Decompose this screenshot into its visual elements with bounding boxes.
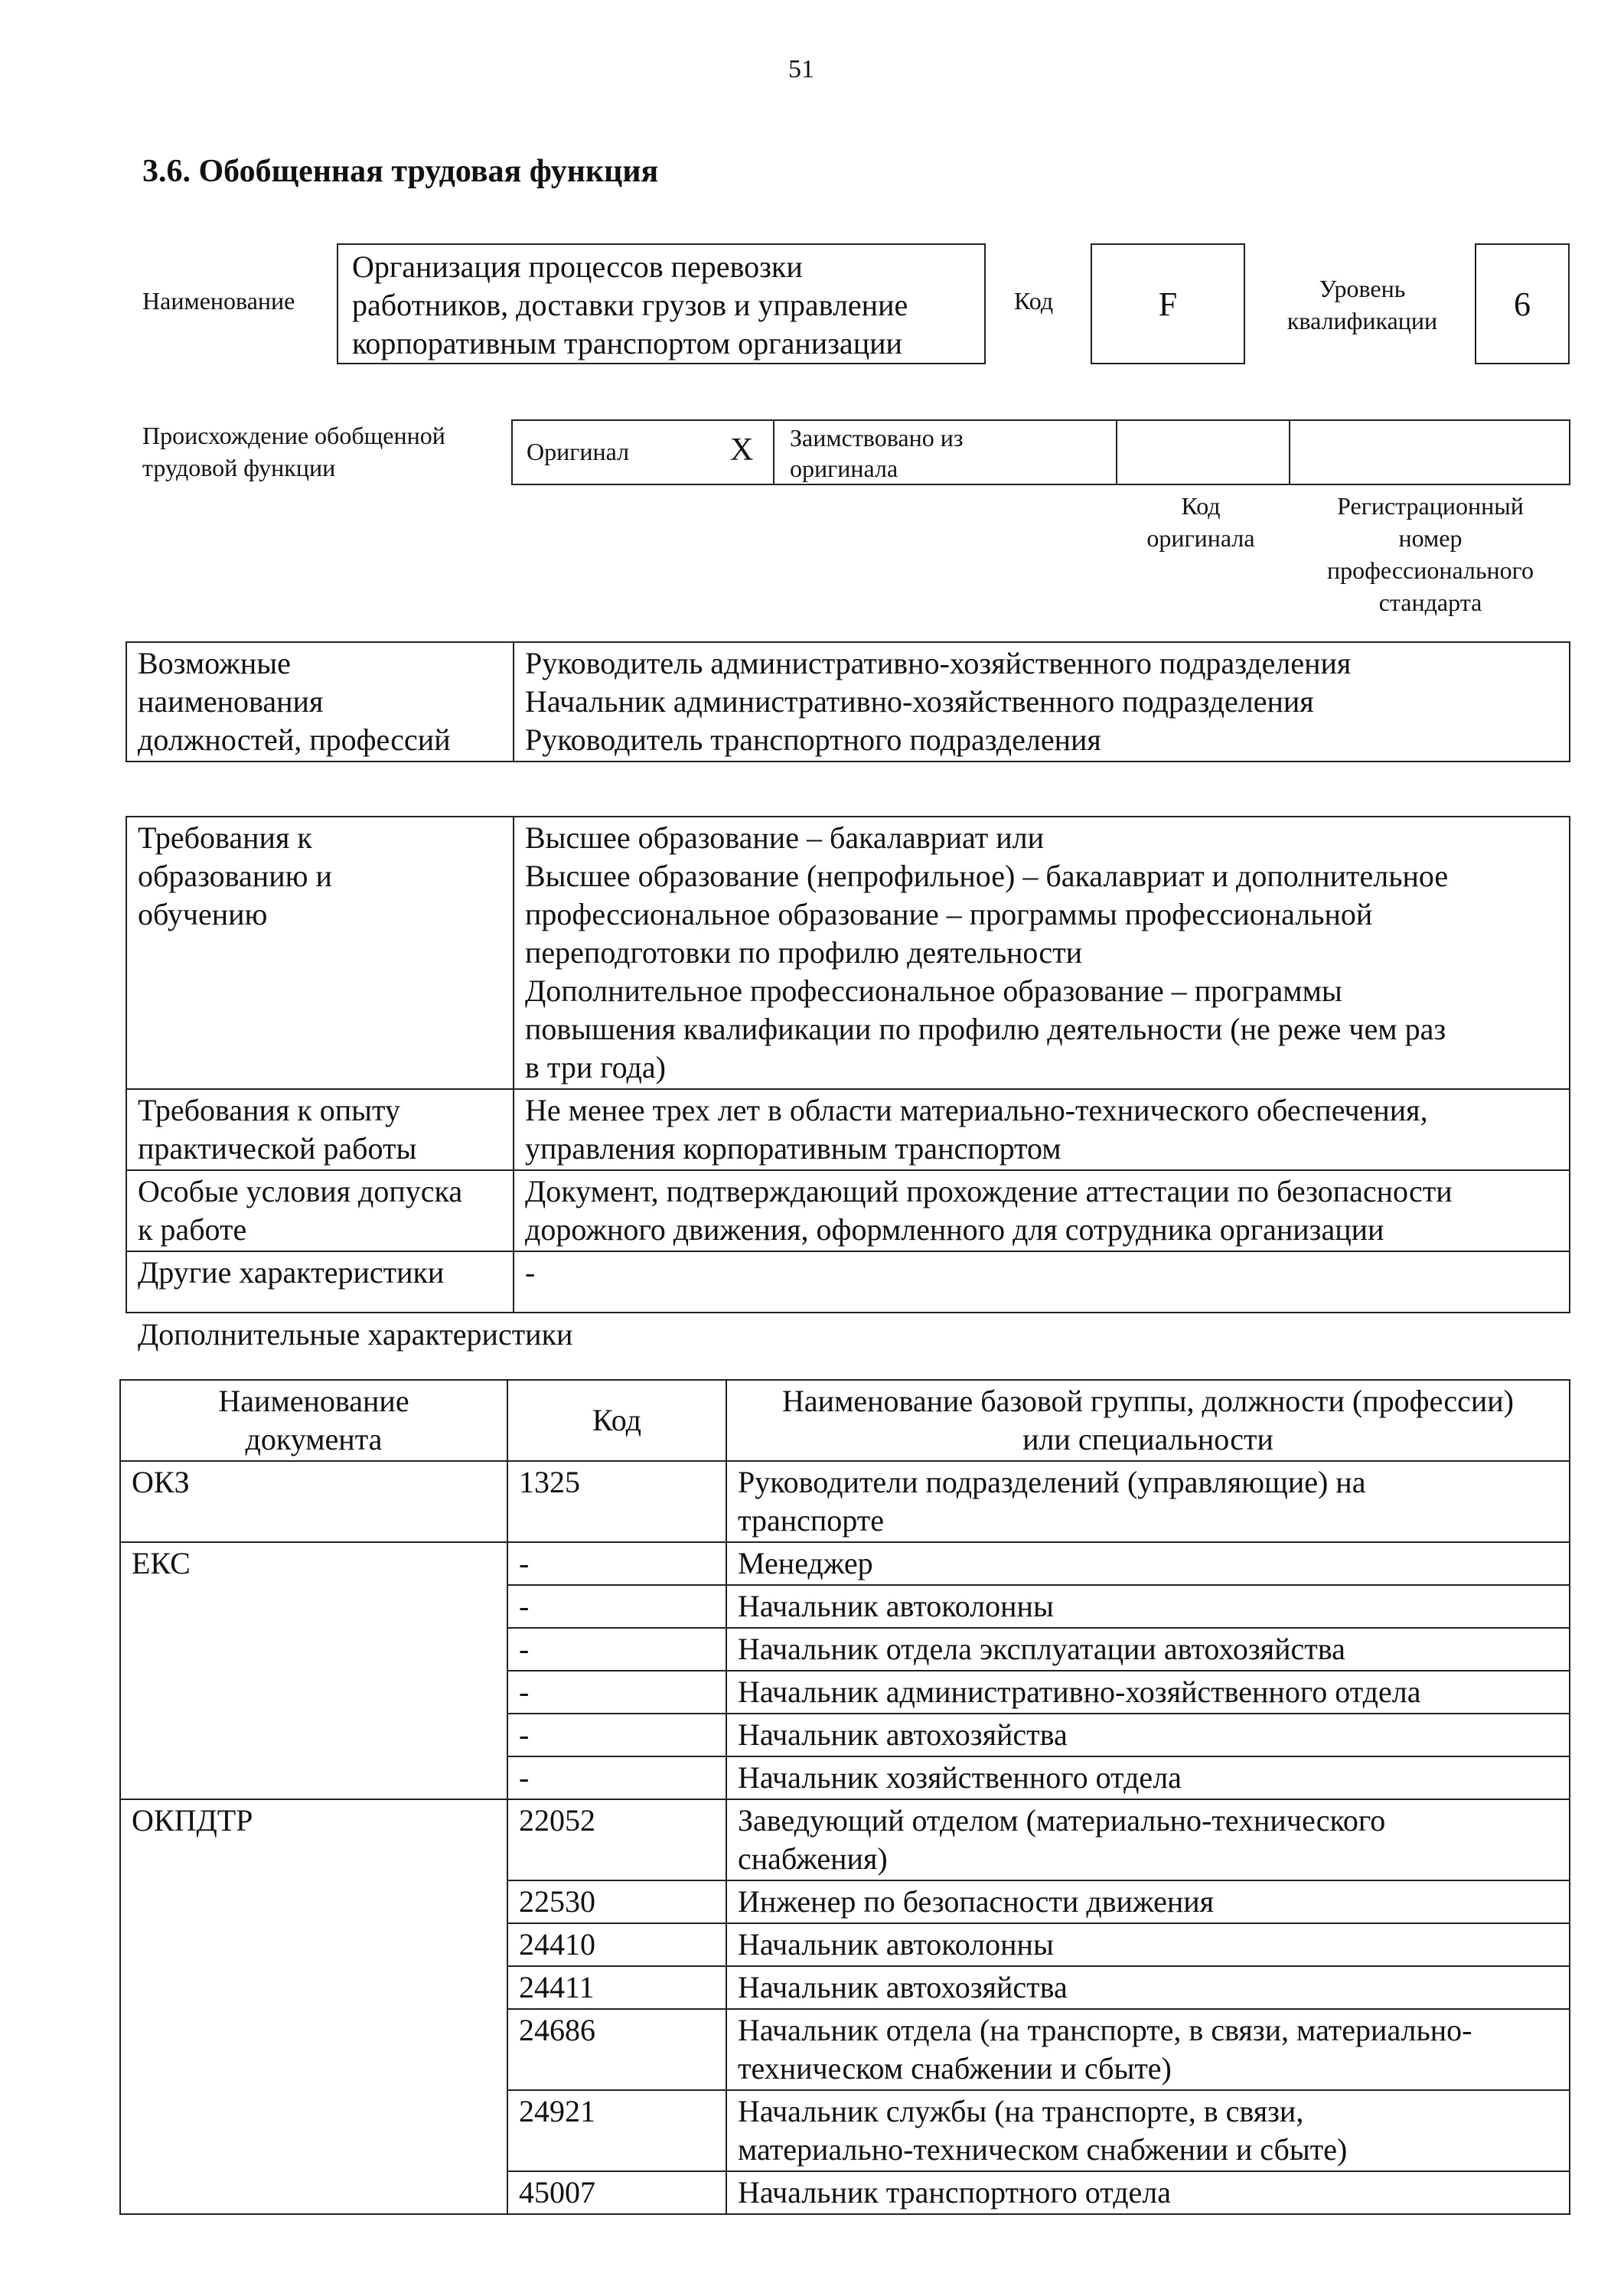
positions-table xyxy=(126,641,1570,762)
header-name-line: Наименование базовой группы, должности (профессии) xyxy=(782,1384,1514,1418)
name-line: Начальник службы (на транспорте, в связи, xyxy=(738,2094,1304,2128)
doc-cell: ОКПДТР xyxy=(120,1799,507,2214)
header-doc xyxy=(120,1380,507,1461)
level-label-line: Уровень xyxy=(1319,275,1406,302)
code-original-cell xyxy=(1116,421,1290,484)
header-name-line: или специальности xyxy=(1022,1422,1273,1456)
requirement-value xyxy=(514,1251,1570,1313)
requirement-row xyxy=(126,1251,1570,1313)
name-cell: Начальник хозяйственного отдела xyxy=(726,1756,1570,1799)
reg-number-line: Регистрационный xyxy=(1337,492,1524,520)
requirement-value-line: в три года) xyxy=(525,1050,666,1084)
section-title: 3.6. Обобщенная трудовая функция xyxy=(142,154,659,189)
requirement-label xyxy=(126,1170,514,1251)
reg-number-caption xyxy=(1290,490,1570,618)
requirement-label-line: обучению xyxy=(138,897,268,931)
code-cell: 22530 xyxy=(507,1880,726,1923)
code-cell: - xyxy=(507,1671,726,1714)
requirement-value-line: Высшее образование – бакалавриат или xyxy=(525,820,1044,855)
requirement-value xyxy=(514,1170,1570,1251)
name-cell: Менеджер xyxy=(726,1542,1570,1585)
requirement-label xyxy=(126,817,514,1089)
requirement-value-line: - xyxy=(525,1255,536,1290)
name-label: Наименование xyxy=(142,287,295,315)
requirement-label-line: образованию и xyxy=(138,859,332,893)
code-cell: - xyxy=(507,1628,726,1671)
requirement-label-line: к работе xyxy=(138,1212,247,1247)
function-name-line: работников, доставки грузов и управление xyxy=(352,288,908,322)
reg-number-line: стандарта xyxy=(1378,589,1482,616)
requirement-value-line: Дополнительное профессиональное образование – программы xyxy=(525,974,1342,1008)
code-cell: 24921 xyxy=(507,2090,726,2171)
function-name-box xyxy=(337,243,986,364)
requirement-row xyxy=(126,1170,1570,1251)
requirement-label-line: практической работы xyxy=(138,1131,417,1166)
origin-label-line: Происхождение обобщенной xyxy=(142,422,445,449)
header-doc-line: документа xyxy=(245,1422,383,1456)
name-cell xyxy=(726,2090,1570,2171)
code-label: Код xyxy=(1014,287,1054,315)
reg-number-cell xyxy=(1289,421,1570,484)
requirement-value-line: Не менее трех лет в области материально-технического обеспечения, xyxy=(525,1093,1428,1127)
code-cell: 24411 xyxy=(507,1966,726,2009)
positions-label xyxy=(126,642,514,762)
code-value: F xyxy=(1091,243,1245,364)
name-line: Заведующий отделом (материально-технического xyxy=(738,1803,1386,1838)
origin-label xyxy=(142,419,445,484)
requirement-value-line: дорожного движения, оформленного для сотрудника организации xyxy=(525,1212,1384,1247)
function-name-line: Организация процессов перевозки xyxy=(352,249,803,284)
requirement-label xyxy=(126,1251,514,1313)
requirement-value xyxy=(514,1089,1570,1170)
requirement-value xyxy=(514,817,1570,1089)
requirement-label-line: Требования к опыту xyxy=(138,1093,401,1127)
borrowed-cell xyxy=(773,421,1157,484)
origin-row xyxy=(511,419,1570,485)
original-label: Оригинал xyxy=(527,438,630,465)
header-code: Код xyxy=(507,1380,726,1461)
name-line: транспорте xyxy=(738,1503,884,1538)
name-line: техническом снабжении и сбыте) xyxy=(738,2051,1172,2086)
function-name-line: корпоративным транспортом организации xyxy=(352,326,902,360)
additional-title: Дополнительные характеристики xyxy=(138,1317,573,1352)
level-label xyxy=(1270,272,1454,337)
reg-number-line: номер xyxy=(1398,524,1463,552)
name-line: снабжения) xyxy=(738,1841,888,1876)
requirement-label-line: Особые условия допуска xyxy=(138,1174,463,1208)
positions-values xyxy=(514,642,1570,762)
header-doc-line: Наименование xyxy=(218,1384,409,1418)
requirement-label-line: Требования к xyxy=(138,820,312,855)
code-cell: - xyxy=(507,1714,726,1756)
table-row xyxy=(120,1461,1570,1542)
additional-table xyxy=(119,1379,1570,2215)
code-cell: - xyxy=(507,1542,726,1585)
name-cell xyxy=(726,2009,1570,2090)
header-name xyxy=(726,1380,1570,1461)
requirement-row xyxy=(126,1089,1570,1170)
requirement-value-line: Высшее образование (непрофильное) – бакалавриат и дополнительное xyxy=(525,859,1449,893)
code-original-line: Код xyxy=(1181,492,1221,520)
name-line: Начальник отдела (на транспорте, в связи, материально- xyxy=(738,2013,1472,2047)
level-value: 6 xyxy=(1475,243,1570,364)
name-line: материально-техническом снабжении и сбыте) xyxy=(738,2132,1348,2167)
code-cell: - xyxy=(507,1756,726,1799)
requirement-label xyxy=(126,1089,514,1170)
code-cell: - xyxy=(507,1585,726,1628)
name-cell: Начальник автохозяйства xyxy=(726,1714,1570,1756)
code-cell: 24410 xyxy=(507,1923,726,1966)
code-original-caption xyxy=(1114,490,1287,554)
position-item: Начальник административно-хозяйственного подразделения xyxy=(525,684,1314,719)
positions-label-line: наименования xyxy=(138,684,324,719)
origin-label-line: трудовой функции xyxy=(142,454,336,481)
name-cell: Начальник автоколонны xyxy=(726,1585,1570,1628)
reg-number-line: профессионального xyxy=(1326,556,1534,584)
name-cell xyxy=(726,1461,1570,1542)
positions-label-line: должностей, профессий xyxy=(138,722,451,757)
code-cell: 22052 xyxy=(507,1799,726,1880)
requirement-value-line: управления корпоративным транспортом xyxy=(525,1131,1061,1166)
name-cell: Инженер по безопасности движения xyxy=(726,1880,1570,1923)
code-cell: 1325 xyxy=(507,1461,726,1542)
requirement-value-line: переподготовки по профилю деятельности xyxy=(525,935,1083,970)
name-cell: Начальник автохозяйства xyxy=(726,1966,1570,2009)
name-cell xyxy=(726,1799,1570,1880)
position-item: Руководитель административно-хозяйственного подразделения xyxy=(525,646,1352,680)
code-original-line: оригинала xyxy=(1146,524,1255,552)
name-cell: Начальник административно-хозяйственного отдела xyxy=(726,1671,1570,1714)
borrowed-line: оригинала xyxy=(790,455,898,482)
table-row xyxy=(120,1799,1570,1880)
doc-cell: ОКЗ xyxy=(120,1461,507,1542)
requirement-value-line: профессиональное образование – программы профессиональной xyxy=(525,897,1373,931)
requirement-row xyxy=(126,817,1570,1089)
position-item: Руководитель транспортного подразделения xyxy=(525,722,1101,757)
code-cell: 24686 xyxy=(507,2009,726,2090)
name-cell: Начальник автоколонны xyxy=(726,1923,1570,1966)
name-line: Руководители подразделений (управляющие) на xyxy=(738,1465,1366,1499)
table-row xyxy=(120,1542,1570,1585)
requirement-value-line: повышения квалификации по профилю деятельности (не реже чем раз xyxy=(525,1012,1446,1046)
name-cell: Начальник отдела эксплуатации автохозяйства xyxy=(726,1628,1570,1671)
code-cell: 45007 xyxy=(507,2171,726,2214)
level-label-line: квалификации xyxy=(1286,307,1438,334)
original-mark: X xyxy=(730,432,754,468)
requirement-value-line: Документ, подтверждающий прохождение аттестации по безопасности xyxy=(525,1174,1453,1208)
name-cell: Начальник транспортного отдела xyxy=(726,2171,1570,2214)
page-number: 51 xyxy=(788,55,814,83)
table-header-row xyxy=(120,1380,1570,1461)
requirements-table xyxy=(126,816,1570,1313)
positions-label-line: Возможные xyxy=(138,646,291,680)
doc-cell: ЕКС xyxy=(120,1542,507,1799)
requirement-label-line: Другие характеристики xyxy=(138,1255,445,1290)
borrowed-line: Заимствовано из xyxy=(790,424,964,452)
